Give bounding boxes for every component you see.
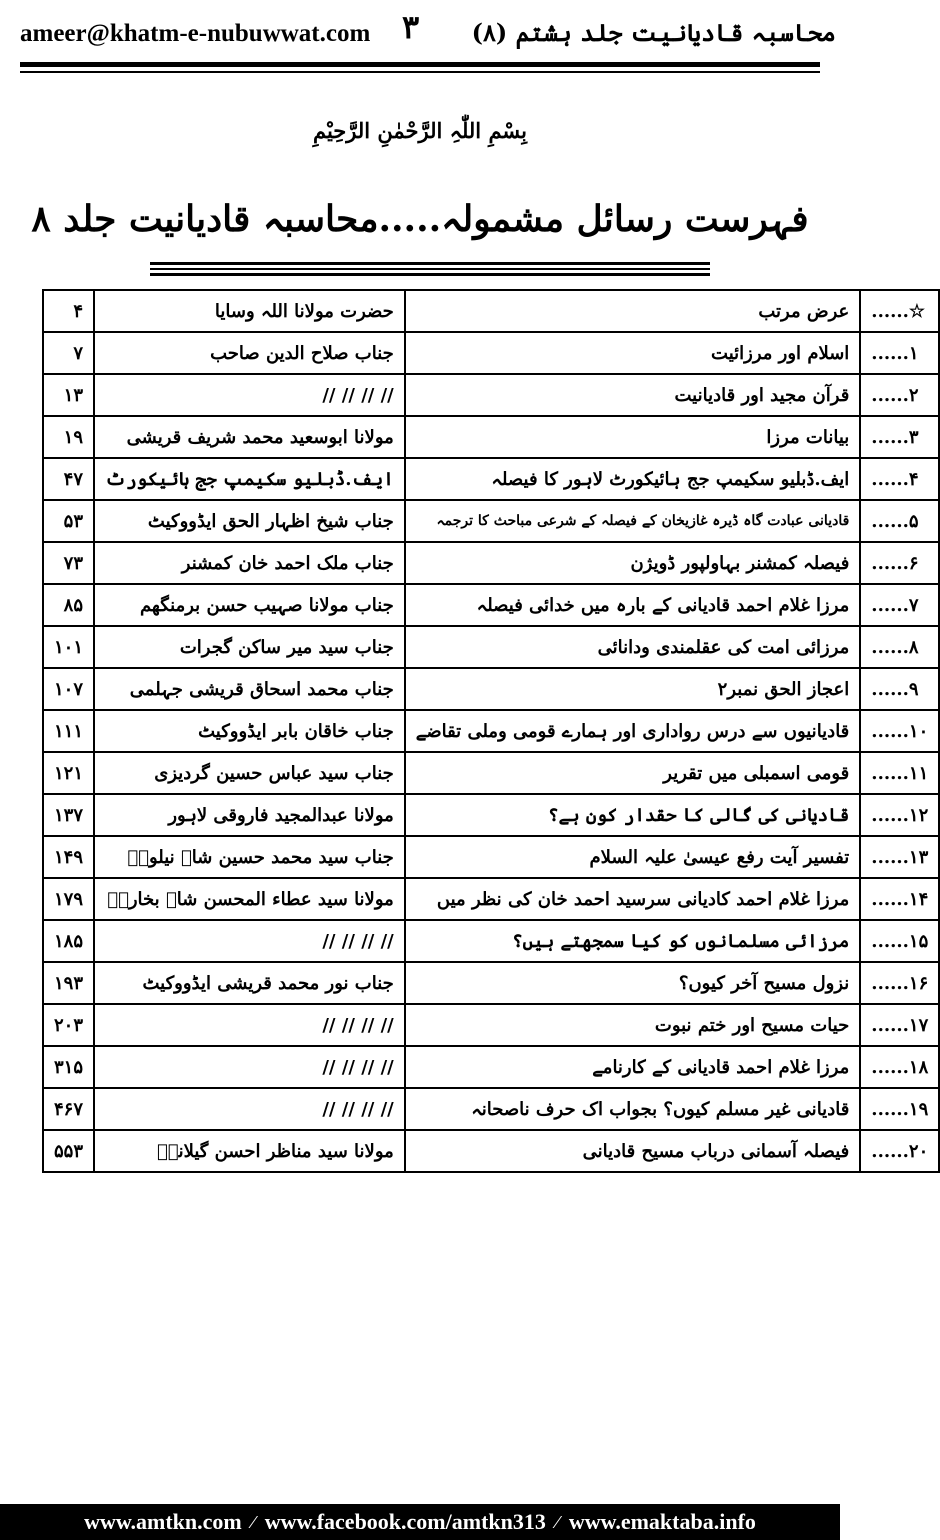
toc-title: مرزا غلام احمد کادیانی سرسید احمد خان کی نظر میں — [405, 878, 861, 920]
toc-index: ۱۰...... — [860, 710, 939, 752]
table-row — [43, 962, 939, 1004]
table-row — [43, 626, 939, 668]
toc-title: فیصلہ کمشنر بہاولپور ڈویژن — [405, 542, 861, 584]
table-row — [43, 920, 939, 962]
table-row — [43, 668, 939, 710]
table-row — [43, 374, 939, 416]
toc-index: ۹...... — [860, 668, 939, 710]
table-row — [43, 500, 939, 542]
table-row — [43, 836, 939, 878]
table-row — [43, 332, 939, 374]
toc-author: جناب شیخ اظہار الحق ایڈووکیٹ — [94, 500, 405, 542]
toc-title: اعجاز الحق نمبر۲ — [405, 668, 861, 710]
toc-author: مولانا عبدالمجید فاروقی لاہور — [94, 794, 405, 836]
footer-bar — [0, 1504, 840, 1540]
toc-page-number: ۳۱۵ — [43, 1046, 94, 1088]
toc-title: تفسیر آیت رفع عیسیٰ علیہ السلام — [405, 836, 861, 878]
toc-page-number: ۵۳ — [43, 500, 94, 542]
toc-page-number: ۲۰۳ — [43, 1004, 94, 1046]
table-row — [43, 458, 939, 500]
toc-page-number: ۱۴۹ — [43, 836, 94, 878]
toc-index: ۱۹...... — [860, 1088, 939, 1130]
toc-page-number: ۱۰۷ — [43, 668, 94, 710]
toc-index: ۱۷...... — [860, 1004, 939, 1046]
toc-index: ۳...... — [860, 416, 939, 458]
toc-author: مولانا ابوسعید محمد شریف قریشی — [94, 416, 405, 458]
table-row — [43, 584, 939, 626]
toc-author: // // // // — [94, 374, 405, 416]
toc-author: جناب سید میر ساکن گجرات — [94, 626, 405, 668]
table-row — [43, 1130, 939, 1172]
table-row — [43, 752, 939, 794]
toc-title: مرزائی امت کی عقلمندی ودانائی — [405, 626, 861, 668]
toc-author: // // // // — [94, 1088, 405, 1130]
book-title: محاسبہ قادیانیت جلد ہشتم (۸) — [471, 18, 836, 47]
table-row — [43, 878, 939, 920]
toc-page-number: ۵۵۳ — [43, 1130, 94, 1172]
header-email[interactable]: ameer@khatm-e-nubuwwat.com — [20, 20, 371, 47]
toc-title: مرزائی مسلمانوں کو کیا سمجھتے ہیں؟ — [405, 920, 861, 962]
toc-page-number: ۴ — [43, 290, 94, 332]
toc-page-number: ۱۸۵ — [43, 920, 94, 962]
bismillah: بِسْمِ اللّٰہِ الرَّحْمٰنِ الرَّحِیْمِ — [312, 118, 528, 143]
page-header — [0, 0, 840, 58]
toc-page-number: ۱۳ — [43, 374, 94, 416]
table-row — [43, 1088, 939, 1130]
toc-author: جناب سید محمد حسین شاہ نیلویؒ — [94, 836, 405, 878]
page-number: ۳ — [402, 8, 420, 46]
toc-title: قادیانی غیر مسلم کیوں؟ بجواب اک حرف ناصحانہ — [405, 1088, 861, 1130]
toc-index: ۴...... — [860, 458, 939, 500]
toc-author: جناب محمد اسحاق قریشی جہلمی — [94, 668, 405, 710]
table-row — [43, 416, 939, 458]
toc-title: بیانات مرزا — [405, 416, 861, 458]
toc-author: جناب صلاح الدین صاحب — [94, 332, 405, 374]
toc-index: ۱۶...... — [860, 962, 939, 1004]
toc-page-number: ۴۶۷ — [43, 1088, 94, 1130]
toc-page-number: ۱۷۹ — [43, 878, 94, 920]
toc-index: ۲...... — [860, 374, 939, 416]
toc-index: ۱۸...... — [860, 1046, 939, 1088]
title-underline-3 — [150, 273, 710, 276]
toc-author: جناب سید عباس حسین گردیزی — [94, 752, 405, 794]
toc-title: ایف.ڈبلیو سکیمپ جج ہائیکورٹ لاہور کا فیصلہ — [405, 458, 861, 500]
toc-page-number: ۷۳ — [43, 542, 94, 584]
toc-title: قادیانی عبادت گاہ ڈیرہ غازیخان کے فیصلہ کے شرعی مباحث کا ترجمہ — [405, 500, 861, 542]
toc-index: ۱۵...... — [860, 920, 939, 962]
toc-author: مولانا سید عطاء المحسن شاہ بخاریؒ — [94, 878, 405, 920]
toc-index: ۲۰...... — [860, 1130, 939, 1172]
main-title: فہرست رسائل مشمولہ.....محاسبہ قادیانیت جلد ۸ — [31, 198, 809, 240]
table-row — [43, 710, 939, 752]
toc-index: ۱۴...... — [860, 878, 939, 920]
header-rule-thick — [20, 62, 820, 67]
toc-title: قومی اسمبلی میں تقریر — [405, 752, 861, 794]
toc-title: اسلام اور مرزائیت — [405, 332, 861, 374]
toc-page-number: ۱۲۱ — [43, 752, 94, 794]
toc-page-number: ۴۷ — [43, 458, 94, 500]
footer-link-emaktaba[interactable]: www.emaktaba.info — [568, 1509, 756, 1534]
toc-page-number: ۱۰۱ — [43, 626, 94, 668]
header-rule-thin — [20, 71, 820, 73]
toc-page-number: ۱۳۷ — [43, 794, 94, 836]
table-row — [43, 542, 939, 584]
toc-author: ایف.ڈبلیو سکیمپ جج ہائیکورٹ — [94, 458, 405, 500]
table-row — [43, 794, 939, 836]
toc-author: جناب ملک احمد خان کمشنر — [94, 542, 405, 584]
toc-title: حیات مسیح اور ختم نبوت — [405, 1004, 861, 1046]
table-row — [43, 1046, 939, 1088]
toc-author: مولانا سید مناظر احسن گیلانیؒ — [94, 1130, 405, 1172]
toc-index: ۱۲...... — [860, 794, 939, 836]
toc-index: ۱۱...... — [860, 752, 939, 794]
toc-title: نزول مسیح آخر کیوں؟ — [405, 962, 861, 1004]
footer-link-facebook[interactable]: www.facebook.com/amtkn313 — [264, 1509, 546, 1534]
toc-title: مرزا غلام احمد قادیانی کے کارنامے — [405, 1046, 861, 1088]
toc-title: عرض مرتب — [405, 290, 861, 332]
toc-index: ۱...... — [860, 332, 939, 374]
toc-page-number: ۸۵ — [43, 584, 94, 626]
toc-index: ۵...... — [860, 500, 939, 542]
table-row — [43, 290, 939, 332]
footer-separator: ⁄ — [555, 1511, 559, 1532]
toc-author: // // // // — [94, 920, 405, 962]
table-row — [43, 1004, 939, 1046]
toc-index: ۱۳...... — [860, 836, 939, 878]
toc-author: حضرت مولانا اللہ وسایا — [94, 290, 405, 332]
toc-index: ۷...... — [860, 584, 939, 626]
toc-author: جناب مولانا صہیب حسن برمنگھم — [94, 584, 405, 626]
toc-author: جناب خاقان بابر ایڈووکیٹ — [94, 710, 405, 752]
toc-title: فیصلہ آسمانی درباب مسیح قادیانی — [405, 1130, 861, 1172]
toc-index: ☆...... — [860, 290, 939, 332]
toc-table — [42, 289, 940, 1173]
toc-author: // // // // — [94, 1004, 405, 1046]
toc-author: // // // // — [94, 1046, 405, 1088]
toc-page-number: ۱۹۳ — [43, 962, 94, 1004]
title-underline-1 — [150, 262, 710, 265]
footer-link-amtkn[interactable]: www.amtkn.com — [84, 1509, 242, 1534]
toc-page-number: ۱۹ — [43, 416, 94, 458]
title-underline-2 — [150, 268, 710, 270]
toc-index: ۶...... — [860, 542, 939, 584]
footer-separator: ⁄ — [251, 1511, 255, 1532]
toc-title: قرآن مجید اور قادیانیت — [405, 374, 861, 416]
toc-title: قادیانی کی گالی کا حقدار کون ہے؟ — [405, 794, 861, 836]
toc-page-number: ۷ — [43, 332, 94, 374]
toc-author: جناب نور محمد قریشی ایڈووکیٹ — [94, 962, 405, 1004]
toc-index: ۸...... — [860, 626, 939, 668]
toc-title: مرزا غلام احمد قادیانی کے بارہ میں خدائی فیصلہ — [405, 584, 861, 626]
toc-title: قادیانیوں سے درس رواداری اور ہمارے قومی وملی تقاضے — [405, 710, 861, 752]
toc-page-number: ۱۱۱ — [43, 710, 94, 752]
